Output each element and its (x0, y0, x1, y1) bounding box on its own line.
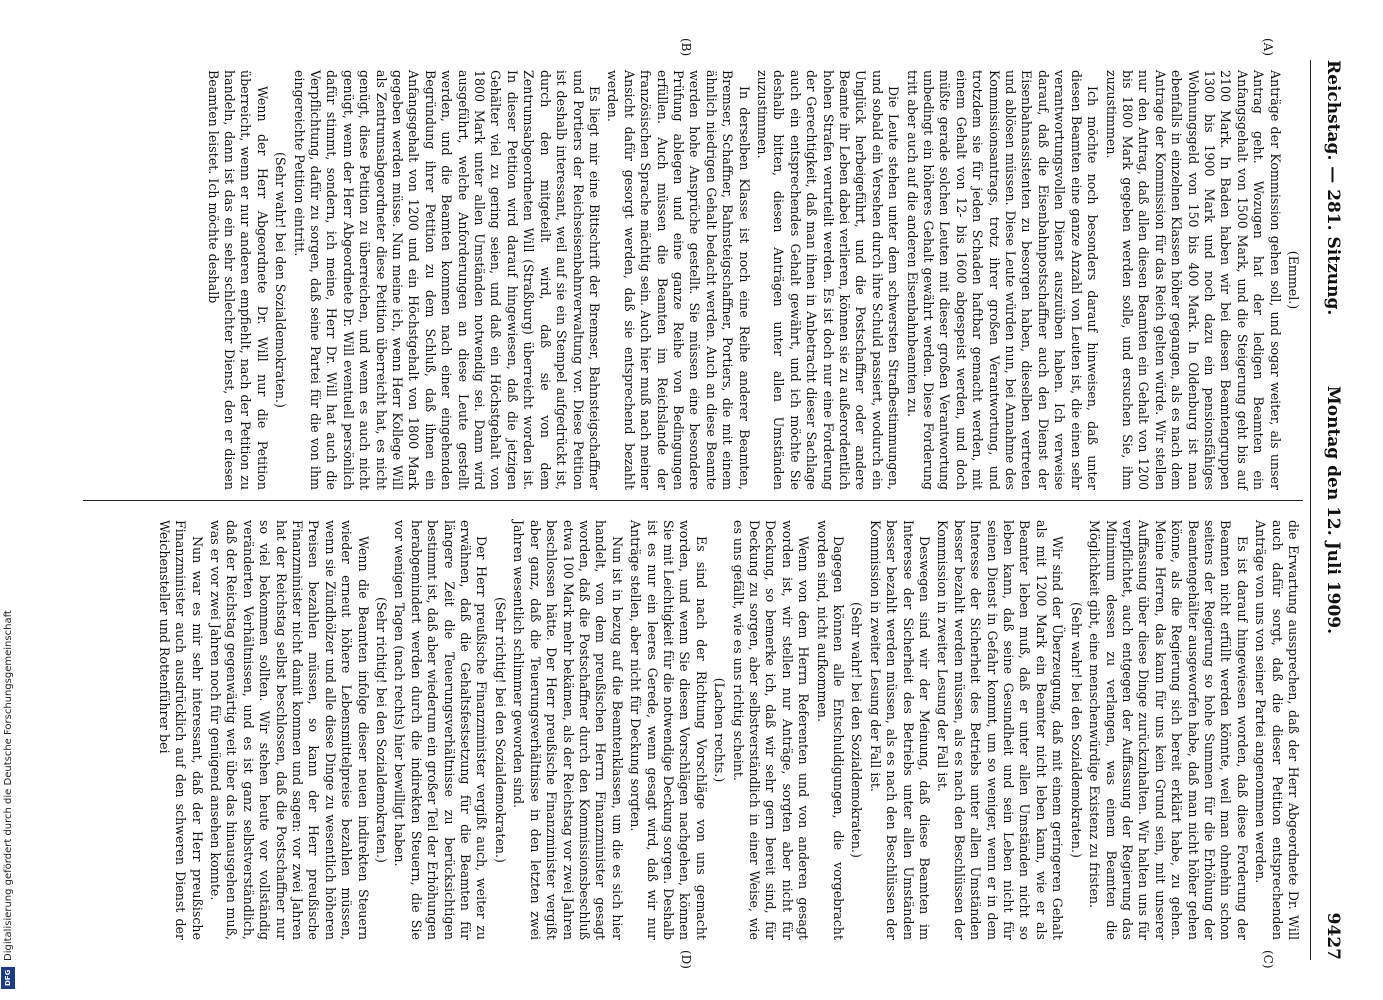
header-date: Montag den 12. Juli 1909. (1323, 385, 1343, 635)
paragraph: Wenn die Beamten infolge dieser neuen indirekten Steuern wieder erneut höhere Lebensmittelpreise bezahlen müssen, wenn sie Zündhölzer und alle diese Dinge zu wesentlich höheren Preisen bezahlen müssen, so kann der Herr preußische Finanzminister nicht damit kommen und sagen: vor zwei Jahren hat der Reichstag selbst beschlossen, daß die Postschaffner nur so viel bekommen sollten. Wir stehen heute vor vollständig veränderten Verhältnissen, und es ist ganz selbstverständlich, daß der Reichstag gegenwärtig weit über das hinausgehen muß, was er vor zwei Jahren noch für genügend ansehen konnte. (208, 520, 371, 940)
paragraph: Es sind nach der Richtung Vorschläge von uns gemacht worden, und wenn Sie diesen Vorschlägen nachgehen, können Sie mit Leichtigkeit für die notwendige Deckung sorgen. Deshalb ist es nur ein leeres Gerede, wenn gesagt wird, daß wir nur Anträge stellen, aber nicht für Deckung sorgten. (628, 520, 709, 940)
interjection: (Sehr wahr! bei den Sozialdemokraten.) (1068, 602, 1084, 858)
paragraph: die Erwartung aussprechen, daß der Herr Abgeordnete Dr. Will auch dafür sorgt, daß die dieser Petition entsprechenden Anträge von uns von seiner Partei angenommen werden. (1253, 520, 1301, 940)
paragraph: Es liegt mir eine Bittschrift der Bremser, Bahnsteigschaffner und Portiers der Reichseisenbahnverwaltung vor. Diese Petition ist deshalb interessant, weil auf sie ein Stempel aufgedrückt ist, durch den mitgeteilt wird, daß sie von dem Zentrumsabgeordneten Will (Straßburg) überreicht worden ist. In dieser Petition wird darauf hingewiesen, daß die jetzigen Gehälter viel zu gering seien, und daß ein Höchstgehalt von 1800 Mark unter allen Umständen notwendig sei. Dann wird ausgeführt, welche Anforderungen an diese Leute gestellt werden, und die Beamten kommen nach einer eingehenden Begründung ihrer Petition zu dem Schluß, daß ihnen ein Anfangsgehalt von 1200 und ein Höchstgehalt von 1800 Mark gegeben werden müsse. Nun meine ich, wenn Herr Kollege Will als Zentrumsabgeordneter diese Petition überreicht hat, es nicht genügt, diese Petition zu überreichen, und wenn es auch nicht genügt, wenn der Herr Abgeordnete Dr. Will eventuell persönlich dafür stimmt, sondern, ich meine, Herr Dr. Will hat auch die Verpflichtung, dafür zu sorgen, daß seine Partei für die von ihm eingereichte Petition eintritt. (291, 70, 602, 490)
right-column (153, 520, 1301, 940)
interjection: (Sehr richtig! bei den Sozialdemokraten.) (492, 597, 508, 863)
dfg-logo: DFG (1, 967, 15, 989)
paragraph: Nun ist in bezug auf die Beamtenklassen, um die es sich hier handelt, von dem preußischen Herrn Finanzminister gesagt worden, daß die Postschaffner durch den Kommissionsbeschluß etwa 100 Mark mehr bekämen, als der Reichstag vor zwei Jahren beschlossen hätte. Der Herr preußische Finanzminister vergißt aber ganz, daß die Teuerungsverhältnisse in den letzten zwei Jahren wesentlich schlimmer geworden sind. (511, 520, 625, 940)
paragraph: Der Herr preußische Finanzminister vergißt auch, weiter zu erwähnen, daß die Gehaltsfestsetzung für die Beamten für längere Zeit die Teuerungsverhältnisse zu berücksichtigen bestimmt ist, daß aber wiederum ein großer Teil der Erhöhungen herabgemindert werden durch die indirekten Steuern, die Sie vor wenigen Tagen (nach rechts) hier bewilligt haben. (392, 520, 490, 940)
header-left: Reichstag. — 281. Sitzung. (1323, 60, 1343, 316)
funding-notice: Digitalisierung gefördert durch die Deutsche Forschungsgemeinschaft (3, 610, 14, 961)
paragraph: Nun war es mir sehr interessant, daß der Herr preußische Finanzminister auch ausdrücklich auf den schweren Dienst der Weichensteller und Rottenführer bei (156, 520, 205, 940)
left-column (202, 70, 1301, 490)
paragraph: Deswegen sind wir der Meinung, daß diese Beamten im Interesse der Sicherheit des Betriebs unter allen Umständen besser bezahlt werden müssen, als es nach den Beschlüssen der Kommission in zweiter Lesung der Fall ist. (867, 520, 933, 940)
margin-marker-b: (B) (679, 38, 693, 57)
speaker-note: (Emmel.) (1286, 250, 1301, 310)
column-divider (83, 500, 1303, 501)
interjection: (Lachen rechts.) (712, 677, 728, 783)
paragraph: Wenn der Herr Abgeordnete Dr. Will nur die Petition überreicht, wenn er nur anderen empfiehlt, nach der Petition zu handeln, dann ist das ein sehr schlechter Dienst, den er diesen Beamten leistet. Ich möchte deshalb (205, 70, 270, 490)
paragraph: Es ist darauf hingewiesen worden, daß diese Forderung der Beamten nicht erfüllt werden könnte, weil man ohnehin schon seitens der Regierung so hohe Summen für die Erhöhung der Beamtengehälter ausgeworfen habe, daß man nicht höher gehen könne, als die Regierung sich bereit erklärt habe, zu gehen. Meine Herren, das kann für uns kein Grund sein, mit unserer Auffassung über diese Dinge zurückzuhalten. Wir halten uns für verpflichtet, auch entgegen der Auffassung der Regierung das Minimum dessen zu verlangen, was einem Beamten die Möglichkeit gibt, eine menschenwürdige Existenz zu fristen. (1087, 520, 1250, 940)
interjection: (Sehr wahr! bei den Sozialdemokraten.) (273, 152, 289, 408)
page-number: 9427 (1323, 912, 1343, 960)
paragraph: Dagegen können alle Entschuldigungen, die vorgebracht worden sind, nicht aufkommen. (814, 520, 847, 940)
paragraph: Ich möchte noch besonders darauf hinweisen, daß unter diesen Beamten eine ganze Anzahl von Leuten ist, die einen sehr verantwortungsvollen Dienst auszuüben haben. Ich verweise darauf, daß die Eisenbahnpostschaffner auch den Dienst der Eisenbahnassistenten zu besorgen haben, dieselben vertreten und ablösen müssen. Diese Leute würden nun, bei Annahme des Kommissionsantrags, trotz ihrer großen Verantwortung, und trotzdem sie für jeden Schaden haftbar gemacht werden, mit einem Gehalt von 12- bis 1600 abgespeist werden, und doch müßte gerade solchen Leuten mit dieser großen Verantwortung unbedingt ein höheres Gehalt gewährt werden. Diese Forderung tritt aber auch auf die anderen Eisenbahnbeamten zu. (904, 70, 1101, 490)
margin-marker-a: (A) (1261, 38, 1275, 57)
margin-marker-d: (D) (679, 950, 693, 969)
paragraph: Anträge der Kommission gehen soll, und sogar weiter, als unser Antrag geht. Wozugen hat der ledigen Beamten ein Anfangsgehalt von 1500 Mark, und die Steigerung geht bis auf 2100 Mark. In Baden haben wir bei diesen Beamtengruppen 1300 bis 1900 Mark und noch dazu ein pensionsfähiges Wohnungsgeld von 150 bis 400 Mark. In Oldenburg ist man ebenfalls in einzelnen Klassen höher gegangen, als es nach dem Antrage der Kommission für das Reich gelten würde. Wir stellen nur den Antrag, daß allen diesen Beamten ein Gehalt von 1200 bis 1800 Mark gegeben werden solle, und ersuchen Sie, ihm zuzustimmen. (1103, 70, 1283, 490)
interjection: (Sehr wahr! bei den Sozialdemokraten.) (849, 602, 865, 858)
paragraph: Wir sind der Überzeugung, daß mit einem geringeren Gehalt als mit 1200 Mark ein Beamter nicht leben kann, wie er als Beamter leben muß, daß er unter allen Umständen nicht so leben kann, daß seine Gesundheit und sein Leben nicht für seinen Dienst in Gefahr kommt, um so weniger, wenn er in dem Interesse der Sicherheit des Betriebs unter allen Umständen besser bezahlt werden müssen, als es nach den Beschlüssen der Kommission in zweiter Lesung der Fall ist. (935, 520, 1066, 940)
margin-marker-c: (C) (1261, 950, 1275, 969)
paragraph: In derselben Klasse ist noch eine Reihe anderer Beamten, Bremser, Schaffner, Bahnsteigschaffner, Portiers, die mit einem ähnlich niedrigen Gehalt bedacht werden. Auch an diese Beamte werden hohe Ansprüche gestellt. Sie müssen eine besondere Prüfung ablegen und eine ganze Reihe von Bedingungen erfüllen. Auch müssen die Beamten im Reichslande der französischen Sprache mächtig sein. Auch hier muß nach meiner Ansicht dafür gesorgt werden, daß sie entsprechend bezahlt werden. (605, 70, 752, 490)
page-header (1313, 60, 1343, 960)
paragraph: Die Leute stehen unter dem schwersten Strafbestimmungen, und sobald ein Versehen durch ihre Schuld passiert, wodurch ein Unglück herbeigeführt, und die Postschaffner oder andere Beamte ihr Leben dabei verlieren, können sie zu außerordentlich hohen Strafen verurteilt werden. Es ist doch nur eine Forderung der Gerechtigkeit, daß man ihnen in Anbetracht dieser Sachlage auch ein entsprechendes Gehalt gewährt, und ich möchte Sie deshalb bitten, diesen Anträgen unter allen Umständen zuzustimmen. (755, 70, 902, 490)
interjection: (Sehr richtig! bei den Sozialdemokraten.) (374, 597, 390, 863)
header-rule (1310, 60, 1311, 960)
paragraph: Wenn von dem Herrn Referenten und von anderen gesagt worden ist, wir stellen nur Anträge, sorgten aber nicht für Deckung, so bemerke ich, daß wir sehr gern bereit sind, für Deckung zu sorgen, aber selbstverständlich in einer Weise, wie es uns gefällt, wie es uns richtig scheint. (730, 520, 812, 940)
